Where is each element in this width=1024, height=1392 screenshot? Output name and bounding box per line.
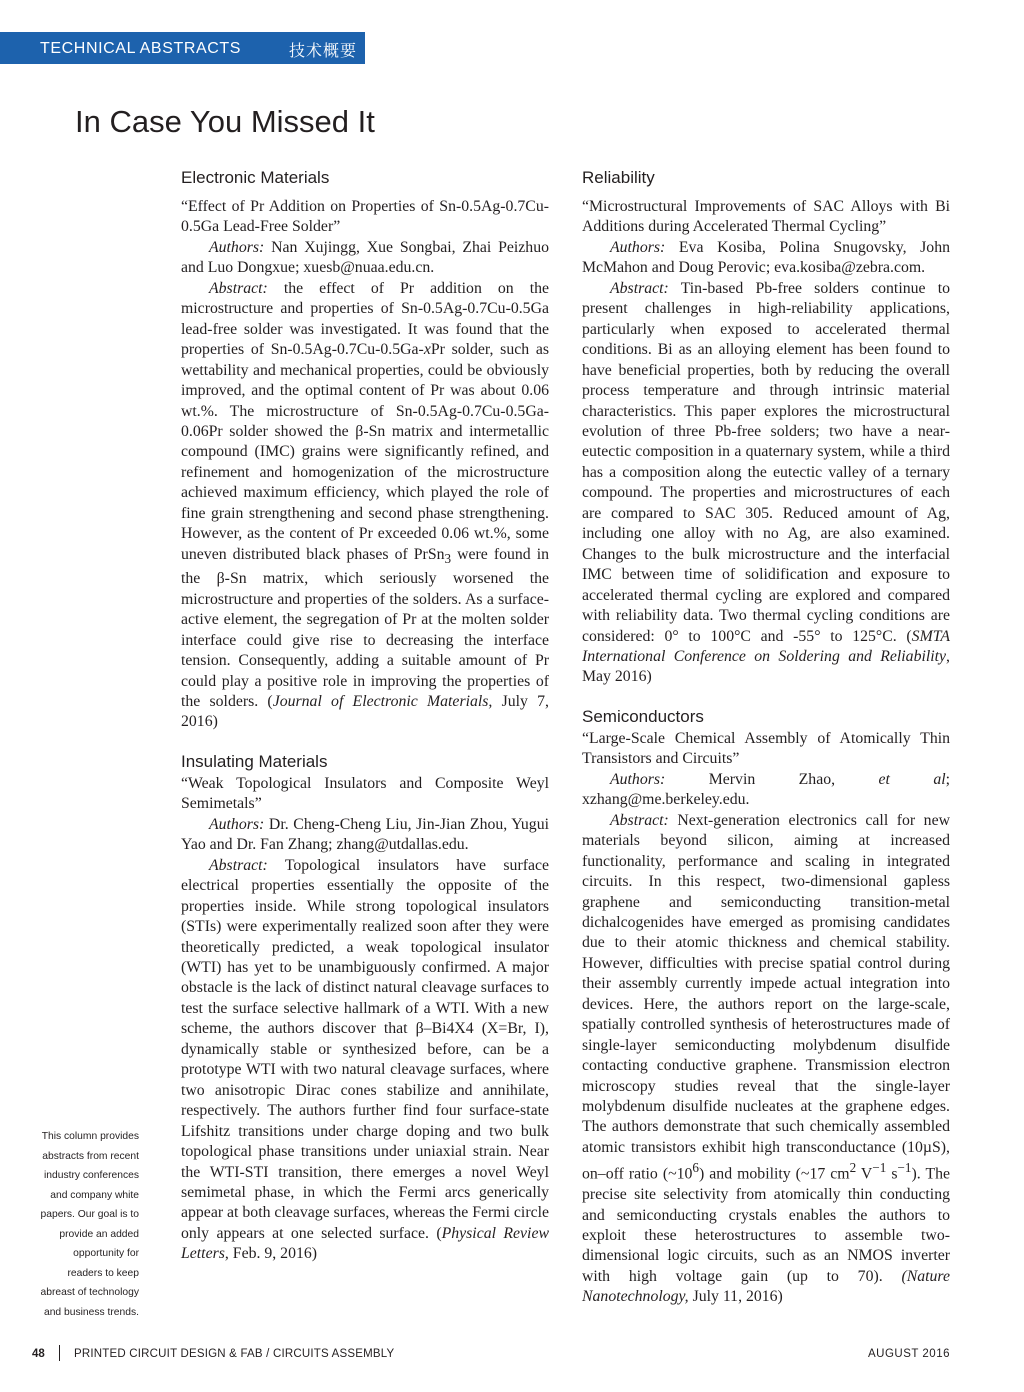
article-authors	[582, 770, 950, 811]
authors-text: Eva Kosiba, Polina Snugovsky, John McMahon and Doug Perovic; eva.kosiba@zebra.com.	[582, 238, 950, 277]
section-electronic-materials	[181, 167, 549, 733]
article-authors	[181, 238, 549, 279]
abstract-label: Abstract:	[610, 811, 669, 829]
abstract-superscript: 2	[849, 1160, 857, 1176]
section-semiconductors	[582, 706, 950, 1308]
abstract-variable: x	[423, 341, 431, 359]
page-title: In Case You Missed It	[75, 104, 375, 139]
authors-text: Dr. Cheng-Cheng Liu, Jin-Jian Zhou, Yugui Yao and Dr. Fan Zhang; zhang@utdallas.edu.	[181, 815, 549, 854]
authors-label: Authors:	[209, 238, 265, 256]
article-date: July 7, 2016)	[181, 693, 549, 731]
abstract-text: Next-generation electronics call for new materials beyond silicon, aiming at increased functionality, performance and scaling in integrated circuits. In this respect, two-dimensional gapless graphene and semiconducting transition-metal dichalcogenides have emerged as promising candidates due to their atomic thickness and chemical stability. However, difficulties with precise spatial control during their assembly currently impede actual integration into devices. Here, the authors report on the large-scale, spatially controlled synthesis of heterostructures made of single-layer semiconducting molybdenum disulfide contacting conductive graphene. Transmission electron microscopy studies reveal that the single-layer molybdenum disulfide nucleates at the graphene edges. The authors demonstrate that such chemically assembled atomic transistors exhibit high transconductance (10µS), on–off ratio (~10	[582, 811, 950, 1183]
abstract-text: were found in the β-Sn matrix, which seriously worsened the microstructure and properties of the solders. As a surface-active element, the segregation of Pr at the molten solder interface could give rise to decreasing the interface tension. Consequently, adding a suitable amount of Pr could play a positive role in improving the properties of the solders. (	[181, 545, 549, 711]
article-abstract	[181, 279, 549, 733]
article-authors	[582, 238, 950, 279]
abstract-label: Abstract:	[209, 279, 268, 297]
article-date: July 11, 2016)	[688, 1288, 783, 1306]
section-heading: Insulating Materials	[181, 751, 328, 771]
article-title: “Microstructural Improvements of SAC Alloys with Bi Additions during Accelerated Thermal Cycling”	[582, 198, 950, 236]
abstract-superscript: 6	[692, 1160, 699, 1176]
article-authors	[181, 815, 549, 856]
article-date: , May 2016)	[582, 647, 950, 686]
abstract-text: V	[856, 1165, 873, 1183]
authors-label: Authors:	[610, 770, 666, 788]
article-source: Physical Review Letters	[181, 1224, 549, 1263]
left-column	[181, 167, 549, 1265]
section-heading: Electronic Materials	[181, 168, 330, 187]
authors-etal: et al	[878, 770, 946, 788]
abstract-text: the effect of Pr addition on the microstructure and properties of Sn-0.5Ag-0.7Cu-0.5Ga lead-free solder was investigated. It was found that the properties of Sn-0.5Ag-0.7Cu-0.5Ga-	[181, 279, 549, 359]
abstract-subscript: 3	[444, 550, 452, 566]
publication-name: PRINTED CIRCUIT DESIGN & FAB / CIRCUITS ASSEMBLY	[74, 1348, 395, 1360]
authors-label: Authors:	[610, 238, 666, 256]
article-abstract	[181, 856, 549, 1265]
section-heading: Semiconductors	[582, 706, 704, 726]
abstract-text: Topological insulators have surface electrical properties essentially the opposite of the properties inside. While strong topological insulators (STIs) were experimentally realized soon after they were theoretically predicted, a weak topological insulator (WTI) has yet to be unambiguously confirmed. A major obstacle is the lack of distinct natural cleavage surfaces to test the surface selective hallmark of a WTI. With a new scheme, the authors discover that β–Bi4X4 (X=Br, I), dynamically stable or synthesized before, can be a prototype WTI with two natural cleavage surfaces, where two anisotropic Dirac cones stabilize and annihilate, respectively. The authors further find four surface-state Lifshitz transitions under charge doping and two bulk topological phase transitions under uniaxial strain. Near the WTI-STI transition, there emerges a novel Weyl semimetal phase, in which the Fermi arcs generically appear at both cleavage surfaces, whereas the Fermi circle only appears at one selected surface. (	[181, 856, 549, 1242]
abstract-superscript: −1	[897, 1160, 912, 1176]
section-heading: Reliability	[582, 168, 655, 187]
section-label-chinese: 技术概要	[289, 43, 358, 60]
abstract-label: Abstract:	[610, 279, 669, 297]
footer-divider	[59, 1345, 60, 1361]
article-source: SMTA International Conference on Soldering and Reliability	[582, 627, 950, 665]
abstract-label: Abstract:	[209, 856, 268, 874]
article-abstract	[582, 279, 950, 688]
page-number: 48	[32, 1348, 45, 1360]
page-footer	[0, 1344, 1024, 1366]
authors-text: Mervin Zhao,	[665, 770, 879, 788]
article-title: “Weak Topological Insulators and Composite Weyl Semimetals”	[181, 774, 549, 813]
abstract-text: ) and mobility (~17 cm	[699, 1165, 850, 1183]
right-column	[582, 167, 950, 1308]
sidebar-note: This column provides abstracts from recent industry conferences and company white papers. Our goal is to provide an added opportunity for readers to keep abreast of technology and business trends.	[40, 1131, 139, 1318]
article-abstract	[582, 811, 950, 1308]
article-title: “Effect of Pr Addition on Properties of Sn-0.5Ag-0.7Cu-0.5Ga Lead-Free Solder”	[181, 198, 549, 236]
abstract-text: ). The precise site selectivity from atomically thin conducting and semiconducting crystals enables the authors to exploit these heterostructures to assemble two-dimensional logic circuits, such as an NMOS inverter with high voltage gain (up to 70).	[582, 1165, 951, 1285]
section-label: TECHNICAL ABSTRACTS	[40, 40, 242, 57]
abstract-text: Tin-based Pb-free solders continue to present challenges in high-reliability applications, particularly when exposed to accelerated thermal conditions. Bi as an alloying element has been found to have beneficial properties, both by reducing the overall process temperature and through intrinsic material characteristics. This paper explores the microstructural evolution of three Pb-free solders; two have a near-eutectic composition in a quaternary system, while a third has a composition along the eutectic valley of a ternary compound. The properties and microstructures of each are compared to SAC 305. Reduced amount of Ag, including one alloy with no Ag, are also examined. Changes to the bulk microstructure and the interfacial IMC between time of solidification and exposure to accelerated thermal cycling are explored and compared with reliability data. Two thermal cycling conditions are considered: 0° to 100°C and -55° to 125°C. (	[582, 279, 950, 645]
section-reliability	[582, 167, 950, 688]
article-title: “Large-Scale Chemical Assembly of Atomically Thin Transistors and Circuits”	[582, 729, 950, 768]
abstract-text: Pr solder, such as wettability and mechanical properties, could be obviously improved, and the optimal content of Pr was about 0.06 wt.%. The microstructure of Sn-0.5Ag-0.7Cu-0.5Ga-0.06Pr solder showed the β-Sn matrix and intermetallic compound (IMC) grains were significantly refined, and refinement and homogenization of the microstructure achieved maximum efficiency, which played the role of fine grain strengthening and second phase strengthening. However, as the content of Pr exceeded 0.06 wt.%, some uneven distributed black phases of PrSn	[181, 341, 549, 563]
article-source: (Nature Nanotechnology,	[582, 1267, 950, 1306]
authors-text: Nan Xujingg, Xue Songbai, Zhai Peizhuo and Luo Dongxue; xuesb@nuaa.edu.cn.	[181, 238, 549, 277]
section-header-bar	[0, 32, 365, 64]
issue-date: AUGUST 2016	[868, 1348, 950, 1360]
article-source: Journal of Electronic Materials,	[272, 693, 493, 711]
article-date: , Feb. 9, 2016)	[224, 1245, 318, 1263]
authors-text: ; xzhang@me.berkeley.edu.	[582, 770, 951, 809]
section-insulating-materials	[181, 751, 549, 1265]
abstract-text: s	[886, 1165, 898, 1183]
abstract-superscript: −1	[872, 1160, 887, 1176]
authors-label: Authors:	[209, 815, 265, 833]
